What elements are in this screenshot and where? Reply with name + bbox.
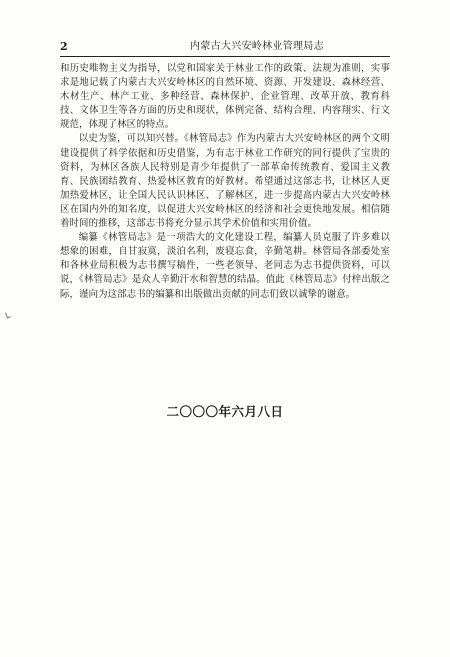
signature-date: 二〇〇〇年六月八日 (166, 404, 284, 419)
paragraph-continued: 和历史唯物主义为指导，以党和国家关于林业工作的政策、法规为准则，实事求是地记载了内蒙古大兴安岭林区的自然环境、资源、开发建设、森林经营、木材生产、林产工业、多种经营、森林保护、企业管理、改革开放、教育科技、文体卫生等各方面的历史和现状，体例完备、结构合理、内容翔实、行文规范，体现了林区的特点。 (60, 63, 390, 131)
page-header (60, 38, 390, 58)
body-text (60, 62, 390, 302)
margin-mark (5, 311, 11, 318)
header-rule (60, 56, 390, 57)
paragraph: 编纂《林管局志》是一项浩大的文化建设工程，编纂人员克服了许多难以想象的困难，自甘寂寞，淡泊名利，废寝忘食，辛勤笔耕。林管局各部委处室和各林业局积极为志书撰写稿件，一些老领导、老同志为志书提供资料，可以说，《林管局志》是众人辛勤汗水和智慧的结晶。值此《林管局志》付梓出版之际，谨向为这部志书的编纂和出版做出贡献的同志们致以诚挚的谢意。 (60, 232, 390, 300)
page-number: 2 (60, 40, 68, 53)
paragraph: 以史为鉴，可以知兴替。《林管局志》作为内蒙古大兴安岭林区的两个文明建设提供了科学依据和历史借鉴，为有志于林业工作研究的同行提供了宝贵的资料，为林区各族人民特别是青少年提供了一部革命传统教育、爱国主义教育、民族团结教育、热爱林区教育的好教材。希望通过这部志书，让林区人更加热爱林区，让全国人民认识林区、了解林区，进一步提高内蒙古大兴安岭林区在国内外的知名度，以促进大兴安岭林区的经济和社会更快地发展。相信随着时间的推移，这部志书将充分显示其学术价值和实用价值。 (60, 133, 390, 230)
running-title: 内蒙古大兴安岭林业管理局志 (190, 41, 324, 52)
